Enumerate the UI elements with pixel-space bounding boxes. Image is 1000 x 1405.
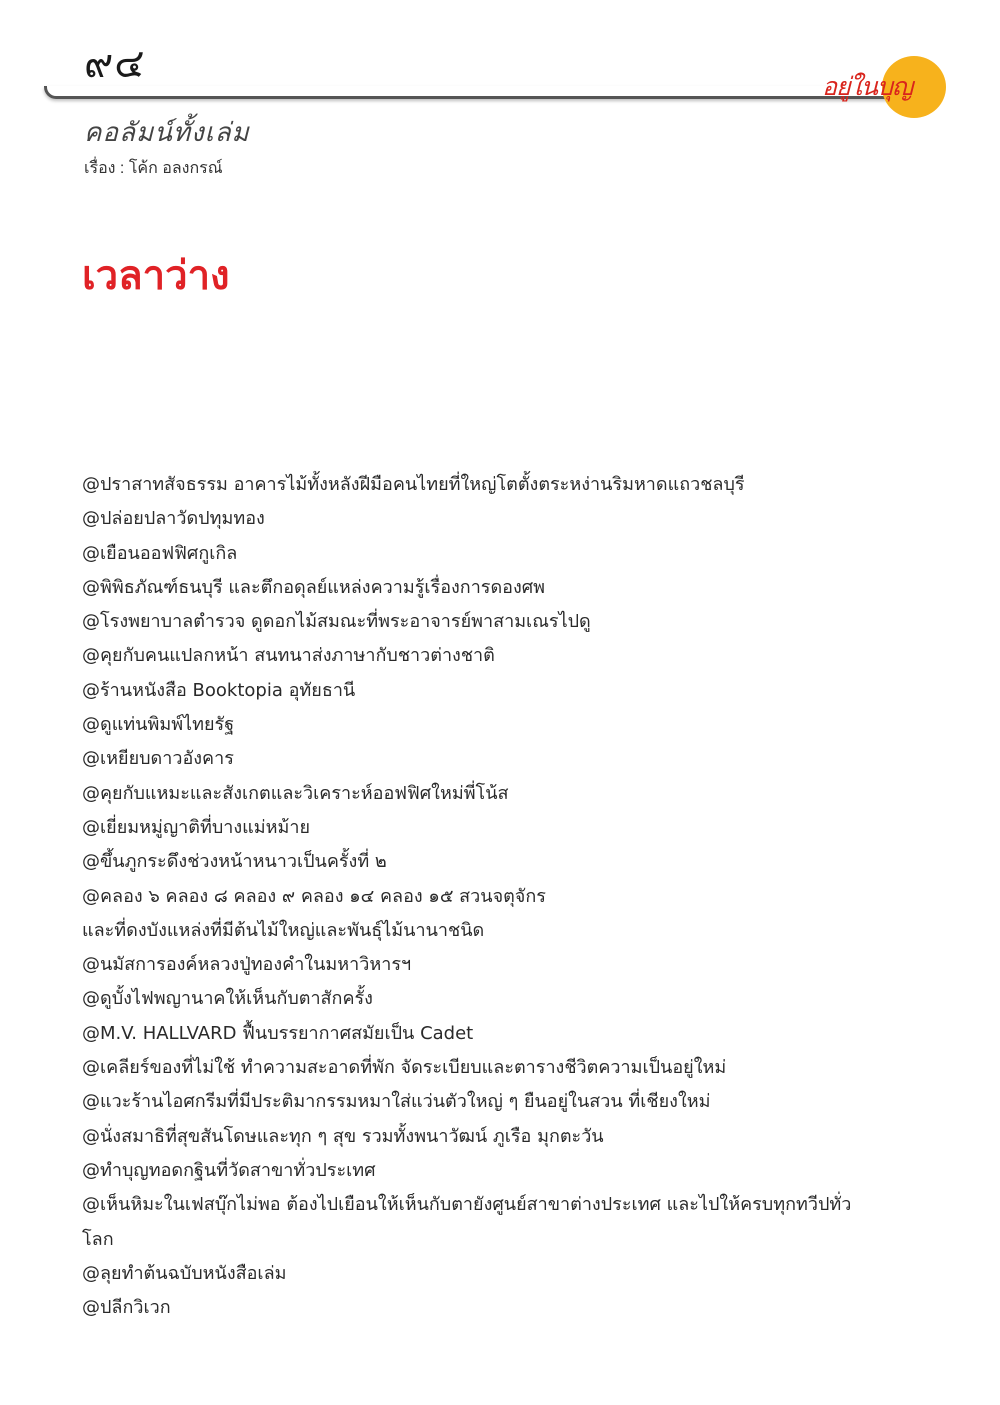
list-item: @ขึ้นภูกระดึงช่วงหน้าหนาวเป็นครั้งที่ ๒ bbox=[82, 851, 387, 873]
list-item: @M.V. HALLVARD ฟื้นบรรยากาศสมัยเป็น Cadet bbox=[82, 1022, 474, 1044]
list-item: @ปราสาทสัจธรรม อาคารไม้ทั้งหลังฝีมือคนไทยที่ใหญ่โตตั้งตระหง่านริมหาดแถวชลบุรี bbox=[82, 474, 745, 495]
list-item: @เหยียบดาวอังคาร bbox=[82, 748, 234, 770]
list-item: @เยือนออฟฟิศกูเกิล bbox=[82, 542, 238, 564]
list-item: @ดูบั้งไฟพญานาคให้เห็นกับตาสักครั้ง bbox=[82, 988, 373, 1010]
list-item: @ลุยทำต้นฉบับหนังสือเล่ม bbox=[82, 1262, 287, 1284]
list-item: @พิพิธภัณฑ์ธนบุรี และตึกอดุลย์แหล่งความรู้เรื่องการดองศพ bbox=[82, 576, 546, 598]
list-item: และที่ดงบังแหล่งที่มีต้นไม้ใหญ่และพันธุ์ไม้นานาชนิด bbox=[82, 919, 485, 941]
list-item: @ทำบุญทอดกฐินที่วัดสาขาทั่วประเทศ bbox=[82, 1159, 376, 1181]
list-item: @แวะร้านไอศกรีมที่มีประติมากรรมหมาใส่แว่นตัวใหญ่ ๆ ยืนอยู่ในสวน ที่เชียงใหม่ bbox=[82, 1091, 711, 1113]
list-item: @นมัสการองค์หลวงปู่ทองคำในมหาวิหารฯ bbox=[82, 954, 412, 976]
list-item: @คลอง ๖ คลอง ๘ คลอง ๙ คลอง ๑๔ คลอง ๑๕ สวนจตุจักร bbox=[82, 885, 546, 907]
activity-list bbox=[82, 468, 882, 1325]
list-item: @ดูแท่นพิมพ์ไทยรัฐ bbox=[82, 714, 235, 736]
page-number: ๙๔ bbox=[84, 41, 146, 87]
column-name: คอลัมน์ทั้งเล่ม bbox=[84, 118, 250, 148]
list-item: @ปล่อยปลาวัดปทุมทอง bbox=[82, 508, 265, 530]
article-title: เวลาว่าง bbox=[82, 254, 230, 298]
logo-text: อยู่ในบุญ bbox=[822, 72, 913, 101]
list-item: @คุยกับคนแปลกหน้า สนทนาส่งภาษากับชาวต่างชาติ bbox=[82, 645, 495, 667]
magazine-logo bbox=[822, 56, 950, 120]
list-item: @นั่งสมาธิที่สุขสันโดษและทุก ๆ สุข รวมทั้งพนาวัฒน์ ภูเรือ มุกตะวัน bbox=[82, 1125, 604, 1147]
byline: เรื่อง : โค้ก อลงกรณ์ bbox=[84, 160, 223, 177]
list-item: @คุยกับแหมะและสังเกตและวิเคราะห์ออฟฟิศใหม่พี่โน้ส bbox=[82, 782, 509, 804]
list-item: @ปลีกวิเวก bbox=[82, 1297, 171, 1319]
header-rule bbox=[44, 86, 919, 99]
list-item: @โรงพยาบาลตำรวจ ดูดอกไม้สมณะที่พระอาจารย์พาสามเณรไปดู bbox=[82, 611, 591, 633]
list-item: @เคลียร์ของที่ไม่ใช้ ทำความสะอาดที่พัก จัดระเบียบและตารางชีวิตความเป็นอยู่ใหม่ bbox=[82, 1057, 727, 1079]
list-item: @เยี่ยมหมู่ญาติที่บางแม่หม้าย bbox=[82, 816, 311, 838]
list-item: @ร้านหนังสือ Booktopia อุทัยธานี bbox=[82, 679, 356, 701]
list-item: @เห็นหิมะในเฟสบุ๊กไม่พอ ต้องไปเยือนให้เห็นกับตายังศูนย์สาขาต่างประเทศ และไปให้ครบทุกทวีปทั่วโลก bbox=[82, 1194, 852, 1250]
